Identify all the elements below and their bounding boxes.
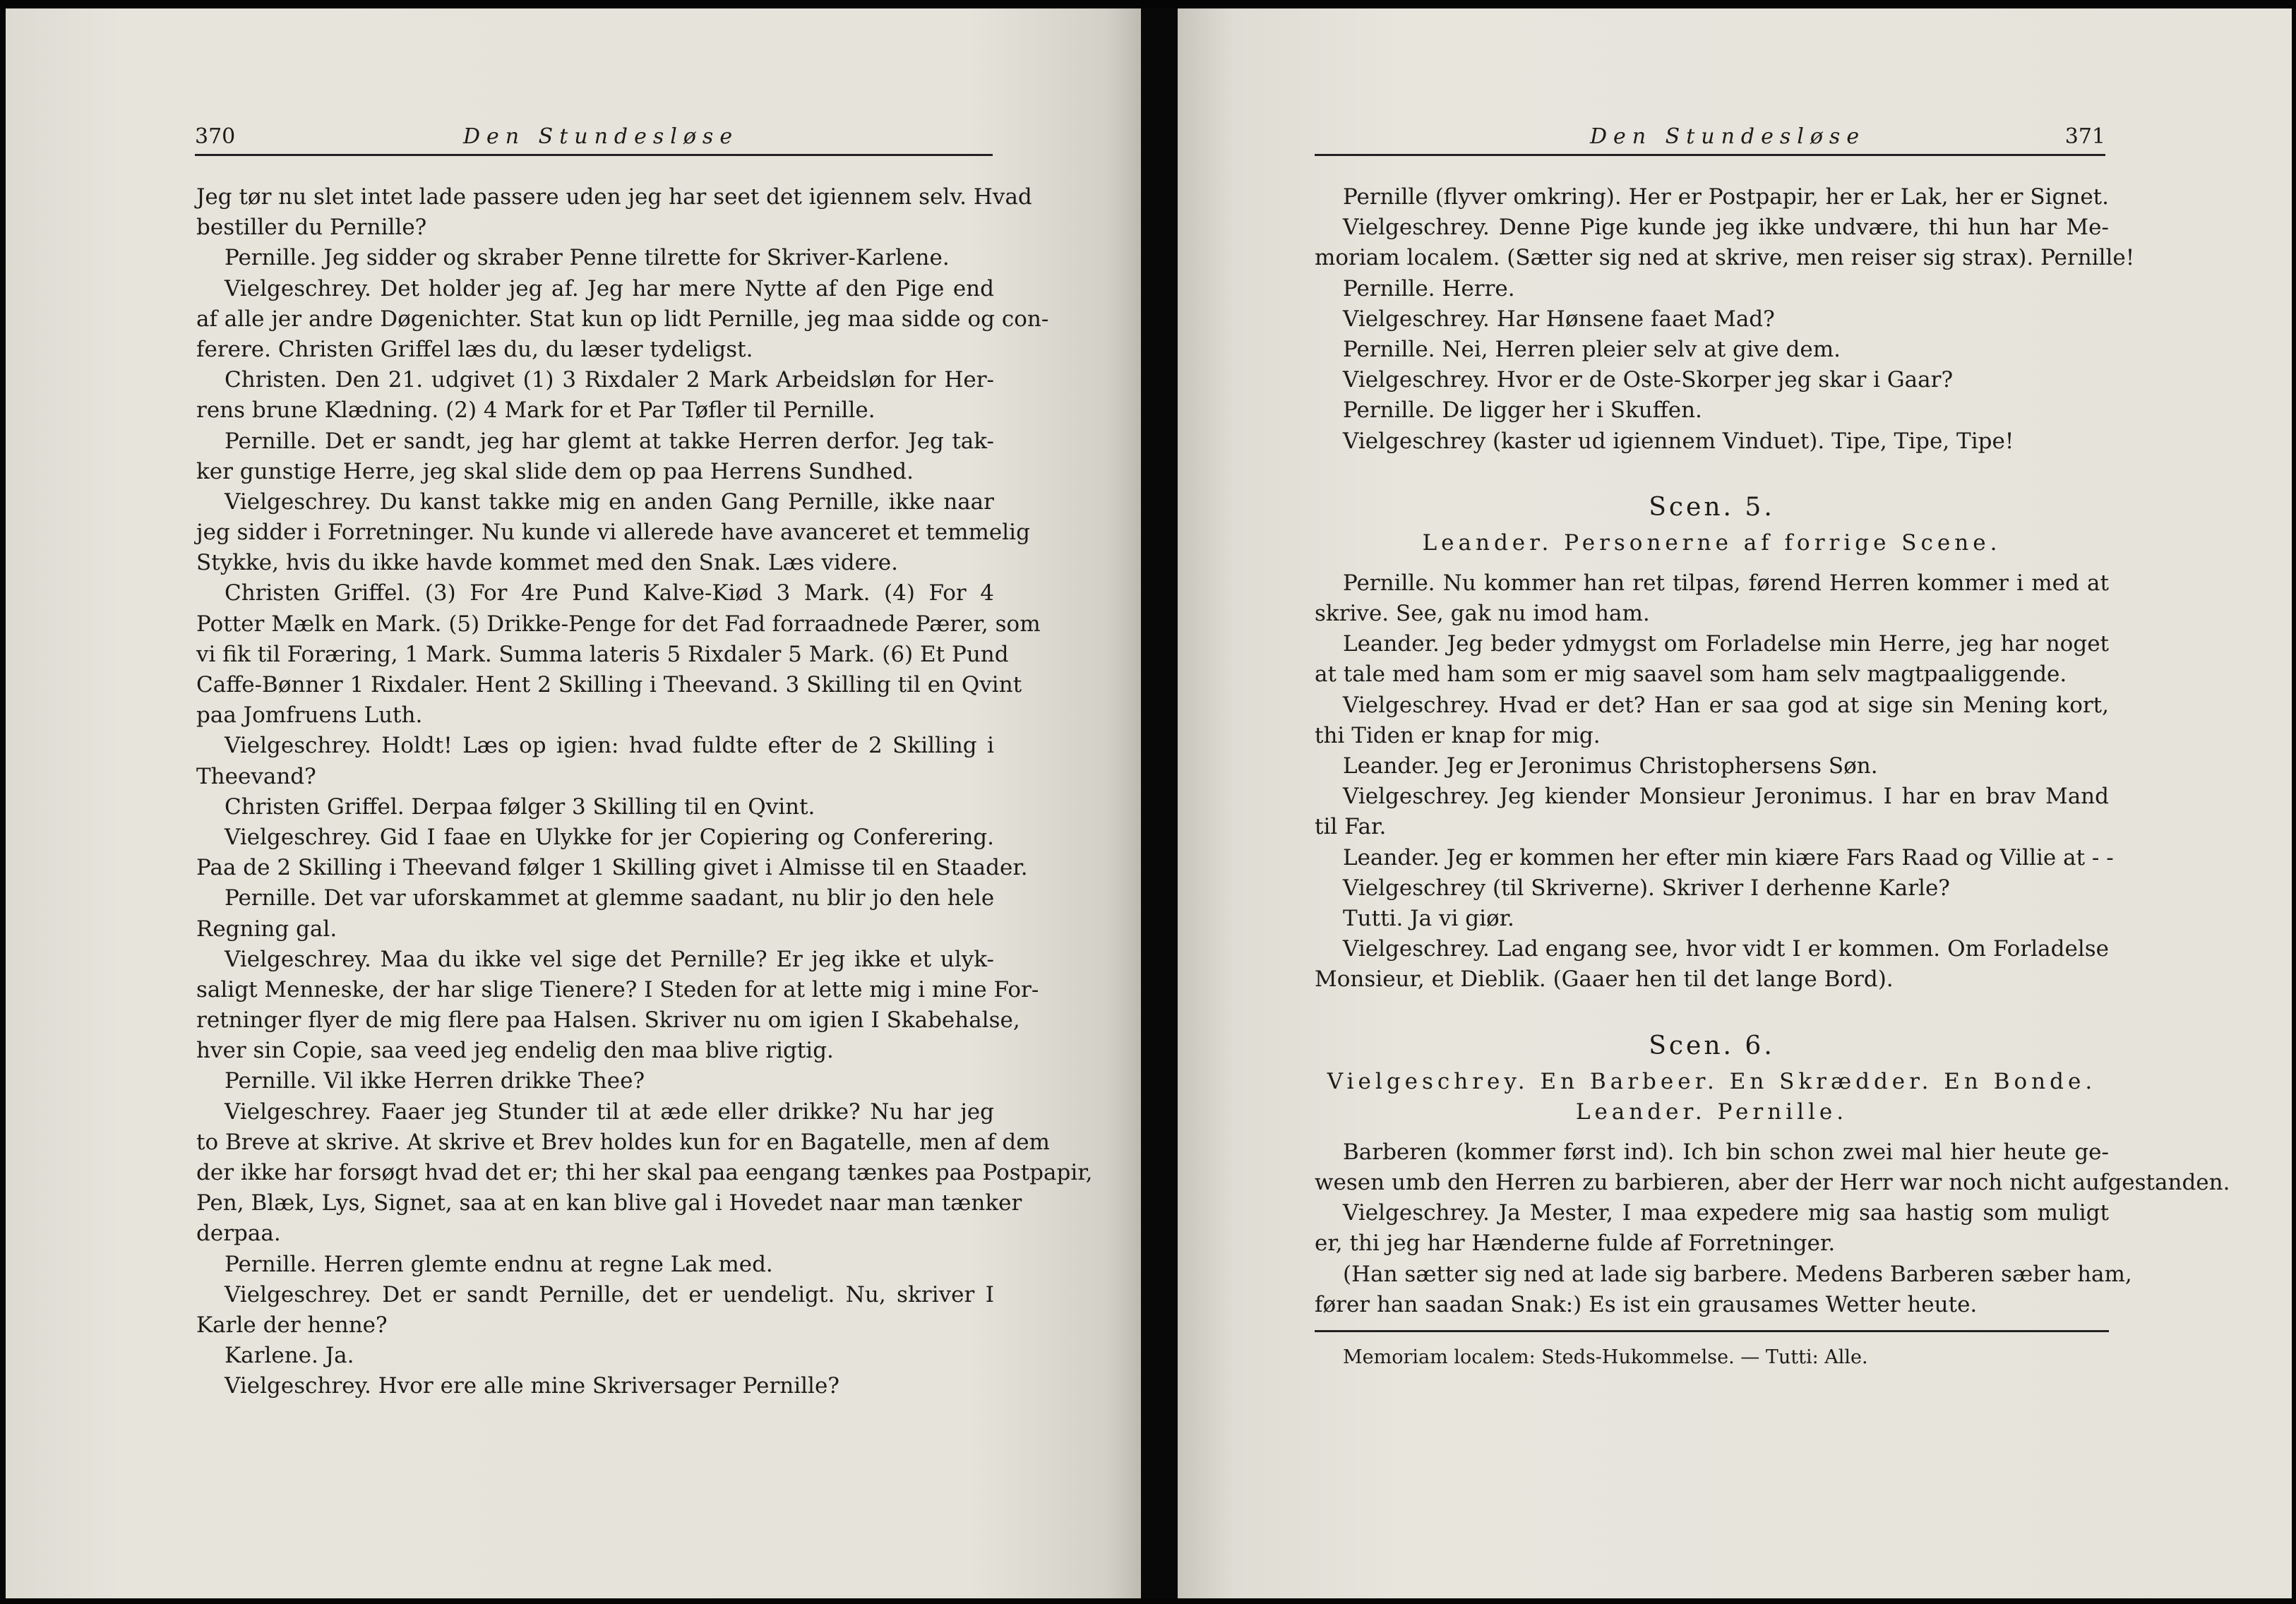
text-line: Vielgeschrey. Du kanst takke mig en anden Gang Pernille, ikke naar	[225, 489, 994, 515]
scene-cast: Vielgeschrey. En Barbeer. En Skrædder. En Bonde.	[1327, 1068, 2097, 1094]
text-line: Vielgeschrey. Gid I faae en Ulykke for jer Copiering og Conferering.	[225, 824, 994, 850]
text-line: rens brune Klædning. (2) 4 Mark for et Par Tøfler til Pernille.	[196, 397, 875, 424]
text-line: Vielgeschrey (kaster ud igiennem Vinduet). Tipe, Tipe, Tipe!	[1343, 428, 2014, 454]
text-line: Leander. Jeg er Jeronimus Christophersens Søn.	[1343, 753, 1878, 779]
text-line: ker gunstige Herre, jeg skal slide dem op paa Herrens Sundhed.	[196, 458, 914, 484]
text-line: saligt Menneske, der har slige Tienere? I Steden for at lette mig i mine For-	[196, 976, 1039, 1002]
text-line: Vielgeschrey. Det holder jeg af. Jeg har mere Nytte af den Pige end	[225, 275, 994, 301]
text-line: Barberen (kommer først ind). Ich bin schon zwei mal hier heute ge-	[1343, 1139, 2109, 1165]
right-page	[1178, 8, 2292, 1598]
text-line: fører han saadan Snak:) Es ist ein grausames Wetter heute.	[1315, 1291, 1978, 1317]
page-number: 371	[2064, 124, 2105, 149]
text-line: Vielgeschrey. Ja Mester, I maa expedere mig saa hastig som muligt	[1343, 1200, 2109, 1226]
spacer	[1315, 457, 2109, 487]
text-line: Pernille. Nu kommer han ret tilpas, førend Herren kommer i med at	[1343, 570, 2109, 596]
scene-heading: Scen. 6.	[1649, 1031, 1775, 1060]
text-line: Monsieur, et Dieblik. (Gaaer hen til det lange Bord).	[1315, 966, 1894, 993]
text-line: Vielgeschrey. Det er sandt Pernille, det er uendeligt. Nu, skriver I	[225, 1281, 994, 1307]
text-line: Stykke, hvis du ikke havde kommet med den Snak. Læs videre.	[196, 550, 898, 576]
text-line: Leander. Jeg er kommen her efter min kiære Fars Raad og Villie at - -	[1343, 844, 2114, 870]
right-page-text	[1315, 182, 2230, 1372]
text-line: Tutti. Ja vi giør.	[1343, 905, 1514, 931]
text-line: bestiller du Pernille?	[196, 215, 427, 241]
text-line: Vielgeschrey. Hvad er det? Han er saa god at sige sin Mening kort,	[1343, 692, 2109, 718]
text-line: (Han sætter sig ned at lade sig barbere. Medens Barberen sæber ham,	[1343, 1261, 2132, 1287]
text-line: Pernille. Det er sandt, jeg har glemt at takke Herren derfor. Jeg tak-	[225, 428, 994, 454]
text-line: Karle der henne?	[196, 1312, 388, 1338]
text-line: Pernille. Herren glemte endnu at regne Lak med.	[225, 1251, 773, 1277]
text-line: moriam localem. (Sætter sig ned at skrive, men reiser sig strax). Pernille!	[1315, 245, 2135, 271]
text-line: Vielgeschrey. Maa du ikke vel sige det Pernille? Er jeg ikke et ulyk-	[225, 946, 994, 972]
text-line: Vielgeschrey. Har Hønsene faaet Mad?	[1343, 306, 1775, 332]
spacer	[1315, 995, 2109, 1026]
text-line: Pernille (flyver omkring). Her er Postpapir, her er Lak, her er Signet.	[1343, 184, 2109, 210]
left-page	[6, 8, 1141, 1598]
left-page-text	[196, 182, 1093, 1402]
running-head-left	[195, 121, 993, 156]
running-title: Den Stundesløse	[463, 124, 739, 149]
text-line: til Far.	[1315, 814, 1387, 840]
scene-heading: Scen. 5.	[1649, 492, 1775, 522]
text-line: Potter Mælk en Mark. (5) Drikke-Penge for det Fad forraadnede Pærer, som	[196, 611, 1041, 637]
text-line: ferere. Christen Griffel læs du, du læser tydeligst.	[196, 336, 753, 362]
text-line: Jeg tør nu slet intet lade passere uden jeg har seet det igiennem selv. Hvad	[196, 184, 1032, 210]
text-line: jeg sidder i Forretninger. Nu kunde vi allerede have avanceret et temmelig	[196, 520, 1030, 546]
text-line: wesen umb den Herren zu barbieren, aber der Herr war noch nicht aufgestanden.	[1315, 1170, 2230, 1196]
text-line: Vielgeschrey. Denne Pige kunde jeg ikke undvære, thi hun har Me-	[1343, 215, 2109, 241]
text-line: Theevand?	[196, 763, 316, 789]
text-line: Pernille. De ligger her i Skuffen.	[1343, 397, 1702, 424]
text-line: Vielgeschrey. Jeg kiender Monsieur Jeronimus. I har en brav Mand	[1343, 784, 2109, 810]
text-line: at tale med ham som er mig saavel som ham selv magtpaaliggende.	[1315, 662, 2067, 688]
text-line: Christen. Den 21. udgivet (1) 3 Rixdaler 2 Mark Arbeidsløn for Her-	[225, 367, 994, 393]
text-line: Vielgeschrey. Hvor er de Oste-Skorper jeg skar i Gaar?	[1343, 367, 1954, 393]
text-line: Pernille. Herre.	[1343, 275, 1515, 301]
text-line: skrive. See, gak nu imod ham.	[1315, 601, 1650, 627]
running-title: Den Stundesløse	[1590, 124, 1866, 149]
spacer	[1315, 1127, 2109, 1137]
text-line: Christen Griffel. Derpaa følger 3 Skilling til en Qvint.	[225, 794, 815, 820]
spacer	[1315, 558, 2109, 568]
text-line: paa Jomfruens Luth.	[196, 702, 423, 729]
text-line: Leander. Jeg beder ydmygst om Forladelse min Herre, jeg har noget	[1343, 631, 2109, 657]
footnote: Memoriam localem: Steds-Hukommelse. — Tutti: Alle.	[1343, 1346, 1868, 1368]
text-line: derpaa.	[196, 1221, 281, 1247]
text-line: retninger flyer de mig flere paa Halsen. Skriver nu om igien I Skabehalse,	[196, 1007, 1020, 1034]
footnote-rule	[1315, 1330, 2109, 1372]
text-line: Christen Griffel. (3) For 4re Pund Kalve-Kiød 3 Mark. (4) For 4	[225, 580, 994, 606]
scene-cast: Leander. Pernille.	[1575, 1099, 1848, 1125]
text-line: Vielgeschrey (til Skriverne). Skriver I derhenne Karle?	[1343, 875, 1950, 901]
text-line: Vielgeschrey. Faaer jeg Stunder til at æde eller drikke? Nu har jeg	[225, 1099, 994, 1125]
text-line: er, thi jeg har Hænderne fulde af Forretninger.	[1315, 1231, 1836, 1257]
page-number: 370	[195, 124, 236, 149]
text-line: hver sin Copie, saa veed jeg endelig den maa blive rigtig.	[196, 1038, 834, 1064]
text-line: Pernille. Nei, Herren pleier selv at give dem.	[1343, 336, 1841, 362]
text-line: Pernille. Jeg sidder og skraber Penne tilrette for Skriver-Karlene.	[225, 245, 950, 271]
text-line: Paa de 2 Skilling i Theevand følger 1 Skilling givet i Almisse til en Staader.	[196, 855, 1028, 881]
text-line: der ikke har forsøgt hvad det er; thi her skal paa eengang tænkes paa Postpapir,	[196, 1160, 1093, 1185]
text-line: Caffe-Bønner 1 Rixdaler. Hent 2 Skilling i Theevand. 3 Skilling til en Qvint	[196, 672, 1022, 698]
text-line: Vielgeschrey. Holdt! Læs op igien: hvad fuldte efter de 2 Skilling i	[225, 733, 994, 759]
book-gutter	[1141, 8, 1178, 1598]
running-head-right	[1315, 121, 2105, 156]
text-line: thi Tiden er knap for mig.	[1315, 722, 1601, 748]
text-line: Vielgeschrey. Lad engang see, hvor vidt I er kommen. Om Forladelse	[1343, 936, 2109, 962]
scene-cast: Leander. Personerne af forrige Scene.	[1422, 529, 2002, 556]
text-line: Pernille. Det var uforskammet at glemme saadant, nu blir jo den hele	[225, 885, 995, 911]
text-line: to Breve at skrive. At skrive et Brev holdes kun for en Bagatelle, men af dem	[196, 1129, 1050, 1155]
text-line: Karlene. Ja.	[225, 1343, 354, 1369]
text-line: Vielgeschrey. Hvor ere alle mine Skriversager Pernille?	[225, 1373, 839, 1399]
text-line: Pernille. Vil ikke Herren drikke Thee?	[225, 1068, 645, 1094]
text-line: Regning gal.	[196, 916, 337, 942]
text-line: vi fik til Foræring, 1 Mark. Summa lateris 5 Rixdaler 5 Mark. (6) Et Pund	[196, 641, 1009, 667]
text-line: af alle jer andre Døgenichter. Stat kun op lidt Pernille, jeg maa sidde og con-	[196, 306, 1049, 332]
text-line: Pen, Blæk, Lys, Signet, saa at en kan blive gal i Hovedet naar man tænker	[196, 1190, 1022, 1216]
